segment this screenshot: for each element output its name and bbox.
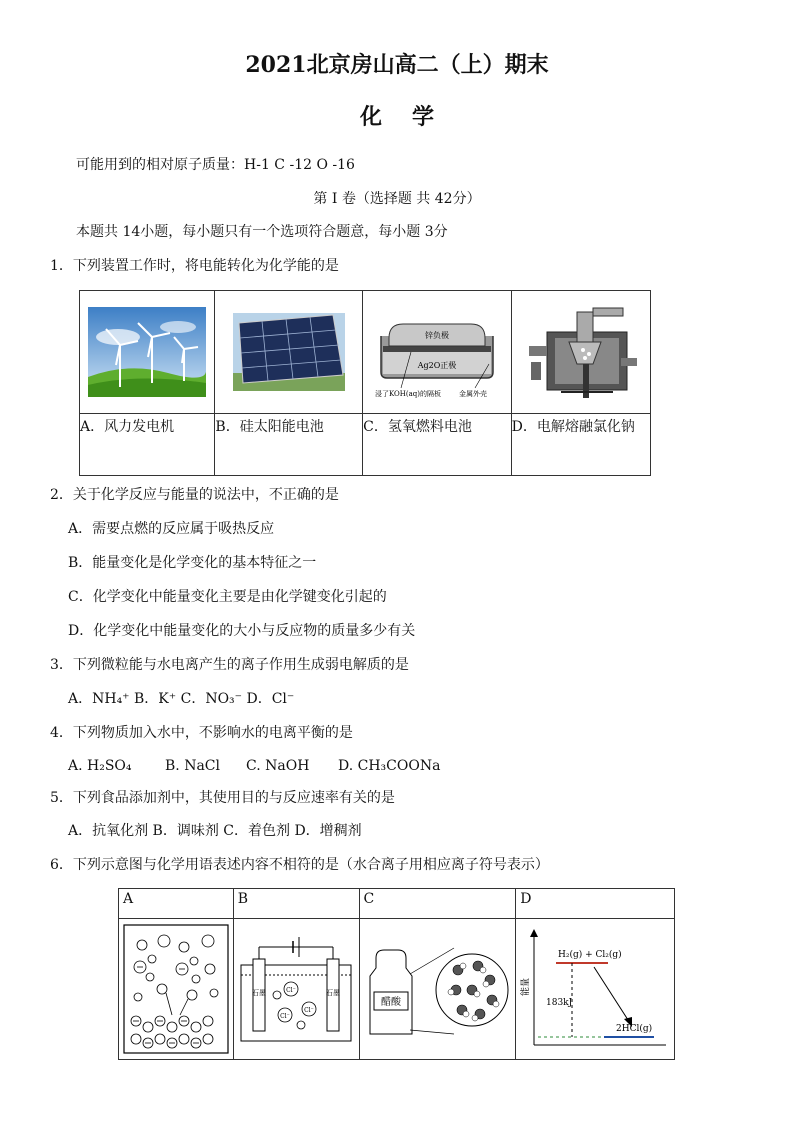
q5-options: A．抗氧化剂 B．调味剂 C．着色剂 D．增稠剂	[68, 823, 362, 839]
q2-option-c: C．化学变化中能量变化主要是由化学键变化引起的	[68, 589, 387, 605]
battery-right-label: 金属外壳	[458, 390, 487, 398]
solar-panel-image	[233, 313, 345, 391]
q2-option-d: D．化学变化中能量变化的大小与反应物的质量多少有关	[68, 623, 416, 639]
button-battery-diagram	[371, 302, 503, 402]
q6-stem: 6．下列示意图与化学用语表述内容不相符的是（水合离子用相应离子符号表示）	[50, 857, 549, 873]
battery-left-label: 浸了KOH(aq)的隔板	[374, 390, 441, 398]
acetic-acid-diagram	[362, 934, 512, 1044]
b-ion-1: Cl⁻	[286, 987, 296, 994]
q1-stem: 1．下列装置工作时，将电能转化为化学能的是	[50, 258, 339, 274]
q6-diagram-a	[119, 919, 234, 1060]
q2-stem: 2．关于化学反应与能量的说法中，不正确的是	[50, 487, 339, 503]
q6-header-c: C	[359, 889, 516, 919]
b-ion-3: Cl⁻	[280, 1013, 290, 1020]
q2-option-a: A．需要点燃的反应属于吸热反应	[68, 521, 275, 537]
q1-option-b: B．硅太阳能电池	[215, 414, 363, 476]
electrolysis-cucl2-diagram	[237, 933, 355, 1045]
section-heading: 第 I 卷（选择题 共 42分）	[313, 191, 481, 207]
b-right-electrode-label: 石墨	[326, 989, 341, 997]
c-bottle-label: 醋酸	[381, 997, 402, 1008]
subject-title: 化学	[359, 104, 464, 130]
q6-header-b: B	[233, 889, 359, 919]
q1-image-cell-b	[215, 291, 363, 414]
q2-option-b: B．能量变化是化学变化的基本特征之一	[68, 555, 317, 571]
battery-mid-label: Ag2O正极	[417, 361, 457, 370]
q6-diagram-d	[516, 919, 675, 1060]
q6-table	[118, 888, 675, 1060]
b-ion-2: Cl⁻	[304, 1007, 314, 1014]
instructions: 本题共 14小题，每小题只有一个选项符合题意，每小题 3分	[76, 224, 448, 240]
d-axis-label: 能量	[521, 977, 532, 997]
b-left-electrode-label: 石墨	[252, 989, 267, 997]
electrolysis-cell-diagram	[521, 302, 641, 402]
q1-option-a: A．风力发电机	[80, 414, 215, 476]
d-energy-value: 183kJ	[546, 998, 573, 1008]
q6-header-a: A	[119, 889, 234, 919]
q1-table	[79, 290, 651, 476]
q5-stem: 5．下列食品添加剂中，其使用目的与反应速率有关的是	[50, 790, 395, 806]
q1-option-c: C．氢氧燃料电池	[363, 414, 511, 476]
q4-option-c: C. NaOH	[246, 758, 310, 774]
atomic-mass-note: 可能用到的相对原子质量：H-1 C -12 O -16	[76, 157, 355, 173]
q1-image-cell-d	[511, 291, 650, 414]
battery-top-label: 锌负极	[424, 331, 449, 340]
q4-stem: 4．下列物质加入水中，不影响水的电离平衡的是	[50, 725, 353, 741]
exam-title: 2021北京房山高二（上）期末	[245, 52, 549, 78]
d-product-label: 2HCl(g)	[616, 1024, 653, 1034]
q3-stem: 3．下列微粒能与水电离产生的离子作用生成弱电解质的是	[50, 657, 409, 673]
q1-option-d: D．电解熔融氯化钠	[511, 414, 650, 476]
q6-diagram-c	[359, 919, 516, 1060]
d-reactant-label: H₂(g) + Cl₂(g)	[558, 950, 622, 960]
q6-header-d: D	[516, 889, 675, 919]
q1-image-cell-c	[363, 291, 511, 414]
q4-option-a: A. H₂SO₄	[68, 758, 132, 774]
q4-option-d: D. CH₃COONa	[338, 758, 441, 774]
q4-option-b: B. NaCl	[165, 758, 220, 774]
wind-turbine-image	[88, 307, 206, 397]
nacl-dissolution-diagram	[122, 923, 230, 1055]
q1-image-cell-a	[80, 291, 215, 414]
q3-options: A．NH₄⁺ B．K⁺ C．NO₃⁻ D．Cl⁻	[68, 691, 295, 707]
energy-level-diagram	[520, 927, 670, 1051]
q6-diagram-b	[233, 919, 359, 1060]
